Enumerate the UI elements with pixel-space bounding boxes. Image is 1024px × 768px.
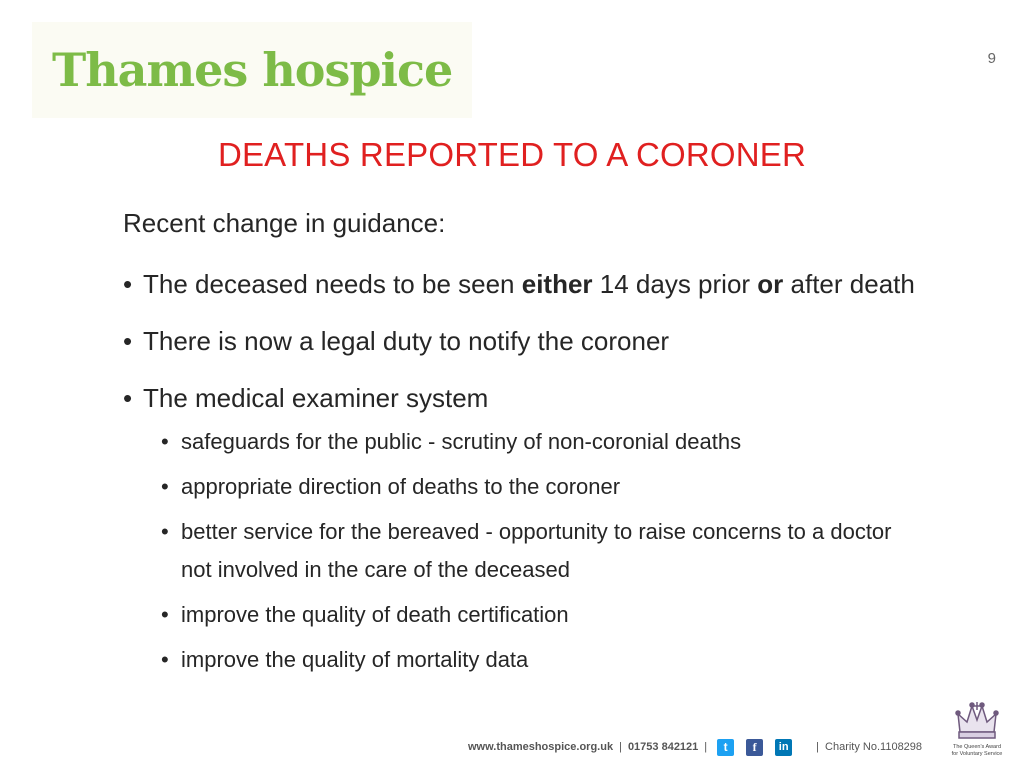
bullet-item <box>123 376 923 420</box>
linkedin-icon[interactable]: in <box>775 739 792 756</box>
bullet-item <box>123 262 923 306</box>
phone-number: 01753 842121 <box>627 741 699 753</box>
sub-bullet-text: better service for the bereaved - opportunity to raise concerns to a doctor not involved in the care of the deceased <box>181 519 892 582</box>
svg-text:for Voluntary Service: for Voluntary Service <box>951 751 1003 757</box>
bullet-list <box>123 262 923 686</box>
sub-bullet-text: improve the quality of death certification <box>181 602 569 627</box>
facebook-icon[interactable]: f <box>746 739 763 756</box>
bullet-text: There is now a legal duty to notify the coroner <box>143 326 670 356</box>
intro-text: Recent change in guidance: <box>123 208 446 238</box>
bullet-text: after death <box>783 269 915 299</box>
bullet-text: The medical examiner system <box>143 383 489 413</box>
bullet-item <box>123 319 923 363</box>
sub-bullet-item <box>123 513 923 589</box>
sub-bullet-item <box>123 641 923 679</box>
sub-bullet-item <box>123 423 923 461</box>
bullet-text: 14 days prior <box>592 269 758 299</box>
bullet-dot: • <box>161 429 169 454</box>
bullet-dot: • <box>123 383 133 413</box>
bullet-dot: • <box>161 519 169 544</box>
page-number: 9 <box>987 50 996 67</box>
sub-bullet-text: improve the quality of mortality data <box>181 647 529 672</box>
sub-bullet-text: appropriate direction of deaths to the coroner <box>181 474 621 499</box>
website-link[interactable]: www.thameshospice.org.uk <box>468 741 614 753</box>
bullet-dot: • <box>161 474 169 499</box>
sub-bullet-text: safeguards for the public - scrutiny of non-coronial deaths <box>181 429 742 454</box>
bullet-dot: • <box>161 602 169 627</box>
bullet-emphasis: either <box>521 269 593 299</box>
sub-bullet-item <box>123 468 923 506</box>
crown-icon <box>948 698 1006 760</box>
sub-bullet-item <box>123 596 923 634</box>
bullet-dot: • <box>123 269 133 299</box>
bullet-dot: • <box>123 326 133 356</box>
slide-title: DEATHS REPORTED TO A CORONER <box>217 136 807 173</box>
bullet-dot: • <box>161 647 169 672</box>
footer-separator: | <box>816 741 820 753</box>
footer-separator: | <box>704 741 708 753</box>
charity-number: Charity No.1108298 <box>825 741 923 753</box>
bullet-emphasis: or <box>757 269 784 299</box>
footer-separator: | <box>619 741 622 753</box>
thames-hospice-logo <box>32 22 472 118</box>
footer <box>468 736 922 758</box>
queens-award-badge <box>948 698 1006 760</box>
logo-text: Thames hospice <box>52 43 453 97</box>
twitter-icon[interactable]: t <box>717 739 734 756</box>
sub-bullet-list <box>123 423 923 679</box>
svg-text:The Queen's Award: The Queen's Award <box>952 744 1002 750</box>
bullet-text: The deceased needs to be seen <box>143 269 522 299</box>
